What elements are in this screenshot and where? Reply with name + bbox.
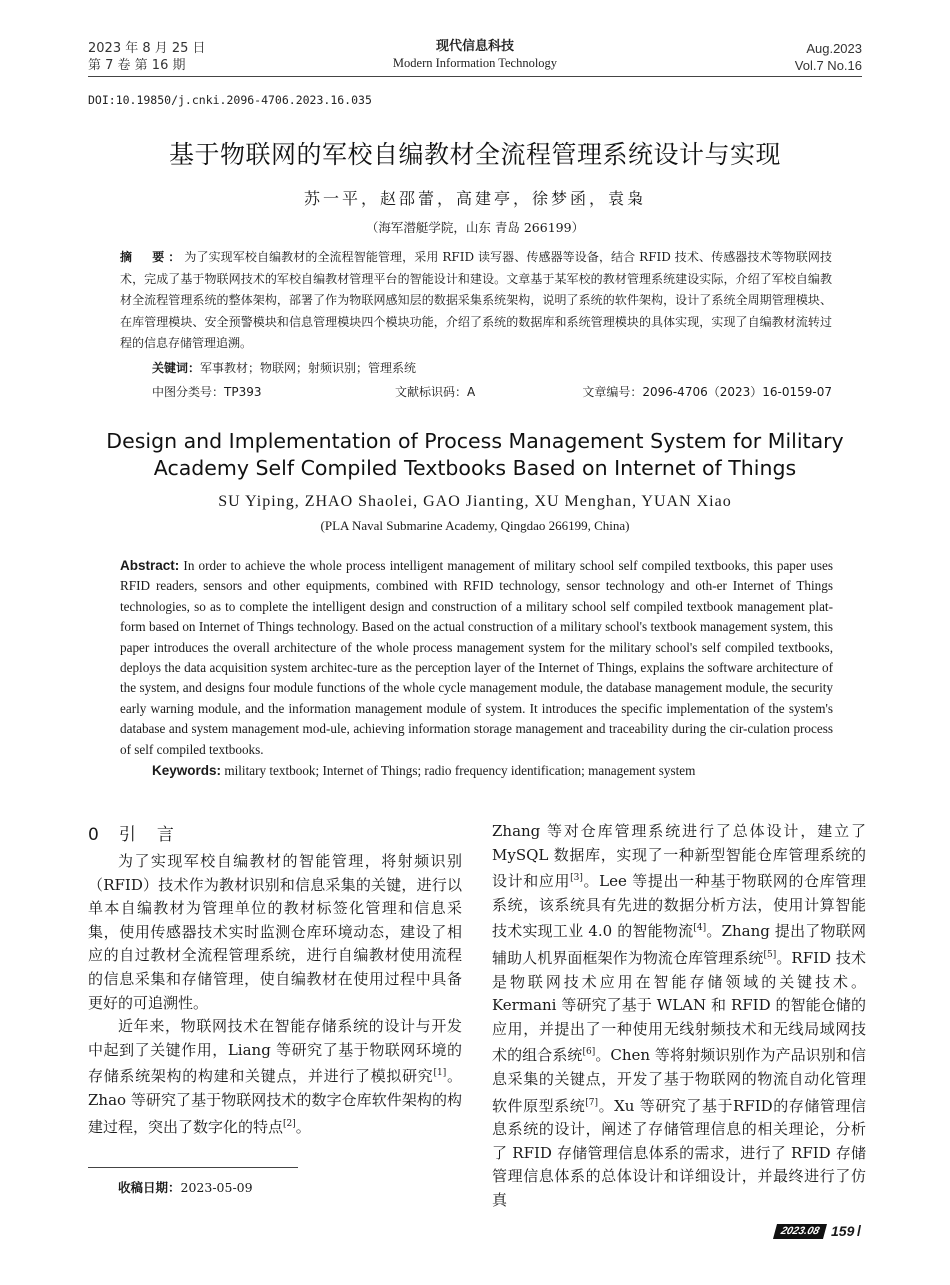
abstract-en-label: Abstract: (120, 558, 180, 573)
authors-cn: 苏一平，赵邵蕾，高建亭，徐梦函，袁枭 (303, 189, 646, 208)
abstract-cn (120, 247, 832, 355)
paragraph-text: 。Chen 等将射频识别作为产品识别和信息采集的关键点，开发了基于物联网的物流自动化管理软件原型系统 (492, 1046, 866, 1115)
body-column-left (88, 850, 462, 1139)
section-heading (88, 820, 176, 845)
paragraph-text: 。Xu 等研究了基于RFID的存储管理信息系统的设计，阐述了存储管理信息的相关理论，分析了 RFID 存储管理信息体系的需求，进行了 RFID 存储管理信息体系的总体设计和详细设计，并最终进行了仿真 (492, 1096, 866, 1209)
doi: DOI:10.19850/j.cnki.2096-4706.2023.16.035 (88, 93, 372, 107)
header-issue-cn: 第 7 卷 第 16 期 (88, 58, 186, 73)
header-journal (360, 38, 590, 72)
abstract-cn-label: 摘 要： (120, 250, 185, 264)
citation-6: [6] (582, 1047, 596, 1058)
paragraph-text: 。RFID 技术是物联网技术应用在智能存储领域的关键技术。Kermani 等研究了基于 WLAN 和 RFID 的智能仓储的应用，并提出了一种使用无线射频技术和无线局域网技术的组合系统 (492, 948, 867, 1065)
paragraph (492, 820, 866, 1213)
affiliation-cn: （海军潜艇学院，山东 青岛 266199） (365, 220, 585, 235)
abstract-cn-text: 为了实现军校自编教材的全流程智能管理，采用 RFID 读写器、传感器等设备，结合 RFID 技术、传感器技术等物联网技术，完成了基于物联网技术的军校自编教材管理平台的智能设计和建设。文章基于某军校的教材管理系统建设实际，介绍了军校自编教材全流程管理系统的整体架构，部署了作为物联网感知层的数据采集系统架构，说明了系统的软件架构，设计了系统全周期管理模块、在库管理模块、安全预警模块和信息管理模块四个模块功能，介绍了系统的数据库和系统管理模块的具体实现，实现了自编教材流转过程的信息存储管理追溯。 (120, 250, 832, 351)
paragraph-text: 。Zhao 等研究了基于物联网技术的数字仓库软件架构的构建过程，突出了数字化的特点 (88, 1067, 462, 1136)
title-en: Design and Implementation of Process Management System for Military Academy Self Compiled Textbooks Based on Internet of Things (106, 429, 844, 480)
header-left (88, 40, 206, 74)
footnote-date: 2023-05-09 (180, 1180, 253, 1195)
citation-5: [5] (763, 949, 777, 960)
body-column-right (492, 820, 866, 1213)
affiliation-en: (PLA Naval Submarine Academy, Qingdao 266199, China) (320, 518, 630, 533)
header-date-en: Aug.2023 (806, 41, 862, 56)
article-number: 文章编号：2096-4706（2023）16-0159-07 (582, 385, 832, 399)
paragraph-text: 。Lee 等提出一种基于物联网的仓库管理系统，该系统具有先进的数据分析方法，使用计算智能技术实现工业 4.0 的智能物流 (492, 872, 866, 941)
journal-name-cn: 现代信息科技 (435, 39, 514, 54)
keywords-cn-label: 关键词： (152, 361, 201, 375)
header-right (795, 40, 862, 74)
citation-1: [1] (433, 1068, 447, 1079)
citation-3: [3] (570, 873, 583, 884)
abstract-en-text: In order to achieve the whole process intelligent management of military school self compiled textbooks, this paper uses RFID readers, sensors and other equipments, combined with RFID technology, sensor technology and oth-er Internet of Things technologies, so as to complete the intelligent design and construction of a military school self compiled textbook management plat-form based on Internet of Things technology. Based on the actual construction of a military school's textbook management system, this paper introduces the overall architecture of the whole process management system for the military school's self compiled textbooks, deploys the data acquisition system architec-ture as the perception layer of the Internet of Things, explains the software architecture of the system, and designs four module functions of the whole cycle management module, the database management module, the security early warning module, and the information management module of system. It introduces the specific implementation of the system's database and system management mod-ule, achieving information storage management and traceability during the cir-culation process of self compiled textbooks. (120, 558, 833, 757)
page-number: 159 (831, 1223, 855, 1239)
citation-7: [7] (585, 1097, 599, 1108)
section-title: 引 言 (118, 825, 176, 845)
footnote-rule (88, 1167, 298, 1168)
page-date-badge: 2023.08 (773, 1224, 827, 1239)
paragraph-text: Zhang 等对仓库管理系统进行了总体设计，建立了 MySQL 数据库，实现了一种新型智能仓库管理系统的设计和应用 (492, 822, 866, 891)
authors-en: SU Yiping, ZHAO Shaolei, GAO Jianting, XU Menghan, YUAN Xiao (218, 493, 732, 510)
header-issue-en: Vol.7 No.16 (794, 58, 862, 73)
keywords-cn-text: 军事教材；物联网；射频识别；管理系统 (200, 361, 417, 375)
citation-4: [4] (693, 923, 707, 934)
keywords-cn (152, 359, 416, 376)
clc-number: 中图分类号：TP393 (152, 385, 262, 399)
header-rule (88, 76, 862, 77)
keywords-en-text: military textbook; Internet of Things; radio frequency identification; management system (224, 763, 696, 778)
keywords-en-label: Keywords: (152, 763, 222, 778)
page-slash: / (857, 1223, 862, 1240)
citation-2: [2] (283, 1118, 296, 1129)
abstract-en (120, 556, 833, 760)
footnote-received (118, 1178, 253, 1196)
keywords-en (152, 763, 695, 779)
title-cn: 基于物联网的军校自编教材全流程管理系统设计与实现 (168, 140, 781, 169)
paragraph-text: 。Zhang 提出了物联网辅助人机界面框架作为物流仓库管理系统 (492, 922, 866, 967)
document-code: 文献标识码：A (395, 385, 476, 399)
paragraph: 为了实现军校自编教材的智能管理，将射频识别（RFID）技术作为教材识别和信息采集的关键，进行以单本自编教材为管理单位的教材标签化管理和信息采集，使用传感器技术实时监测仓库环境动态，建设了相应的自过教材全流程管理系统，进行自编教材使用流程的信息采集和存储管理，使自编教材在使用过程中具备更好的可追溯性。 (88, 852, 462, 1012)
page-badge (775, 1222, 865, 1242)
paragraph-text: 近年来，物联网技术在智能存储系统的设计与开发中起到了关键作用，Liang 等研究了基于物联网环境的存储系统架构的构建和关键点，并进行了模拟研究 (88, 1017, 462, 1086)
journal-name-en: Modern Information Technology (392, 56, 558, 70)
paragraph (88, 1015, 462, 1139)
paragraph-text: 。 (295, 1117, 311, 1136)
section-number: 0 (88, 825, 101, 845)
header-date-cn: 2023 年 8 月 25 日 (88, 41, 206, 56)
footnote-label: 收稿日期： (118, 1180, 181, 1195)
